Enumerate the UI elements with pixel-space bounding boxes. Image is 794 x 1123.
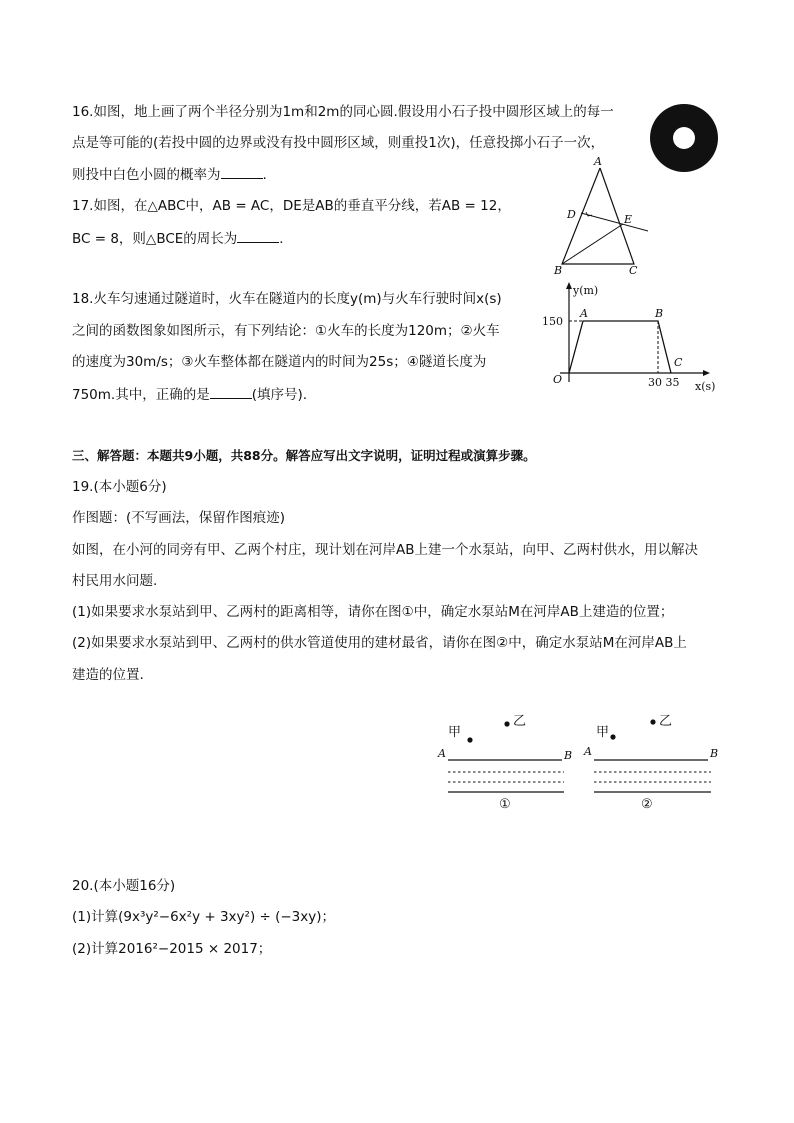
- q20-part-2: (2)计算2016²−2015 × 2017；: [72, 941, 272, 957]
- q19-part-2-cont: 建造的位置.: [72, 667, 144, 683]
- q16-line-3: [72, 165, 267, 184]
- label-c: C: [629, 264, 638, 277]
- section-3-heading: 三、解答题：本题共9小题，共88分。解答应写出文字说明，证明过程或演算步骤。: [72, 448, 536, 463]
- village-jia-label: 甲: [596, 725, 610, 740]
- q17-line-2: [72, 229, 284, 248]
- tunnel-function-graph: [540, 280, 720, 400]
- village-jia-point: [467, 737, 472, 742]
- answer-blank: [221, 165, 263, 179]
- q16-line-1: 16.如图，地上画了两个半径分别为1m和2m的同心圆.假设用小石子投中圆形区域上的每一: [72, 104, 614, 120]
- y-axis-arrow: [566, 282, 572, 289]
- graph-line: [569, 321, 671, 373]
- label-e: E: [624, 213, 633, 226]
- label-b: B: [564, 749, 573, 762]
- q19-part-1: (1)如果要求水泵站到甲、乙两村的距离相等，请你在图①中，确定水泵站M在河岸AB上建造的位置；: [72, 604, 674, 620]
- segment-be: [562, 224, 623, 264]
- q18-line-4-end: (填序号).: [251, 387, 308, 403]
- village-yi-label: 乙: [659, 714, 673, 729]
- q19-paragraph-2: 村民用水问题.: [72, 573, 158, 589]
- village-jia-point: [610, 734, 615, 739]
- label-a: A: [584, 745, 592, 758]
- q20-part-1: (1)计算(9x³y²−6x²y + 3xy²) ÷ (−3xy)；: [72, 909, 336, 925]
- q17-line-1: 17.如图，在△ABC中，AB = AC，DE是AB的垂直平分线，若AB = 12，: [72, 198, 511, 214]
- river-figure-1: [436, 712, 586, 812]
- figure-label-2: ②: [641, 797, 653, 812]
- q19-heading: 19.(本小题6分): [72, 479, 167, 495]
- q18-line-4: [72, 385, 307, 404]
- right-angle-mark: [586, 212, 592, 216]
- label-d: D: [567, 208, 576, 221]
- label-a: A: [438, 747, 446, 760]
- q18-line-3: 的速度为30m/s；③火车整体都在隧道内的时间为25s；④隧道长度为: [72, 354, 487, 370]
- y-tick-150: 150: [542, 315, 563, 328]
- label-a: A: [580, 307, 588, 320]
- x-axis-label: x(s): [695, 380, 716, 393]
- village-jia-label: 甲: [448, 725, 462, 740]
- q19-paragraph-1: 如图，在小河的同旁有甲、乙两个村庄，现计划在河岸AB上建一个水泵站，向甲、乙两村供水，用以解决: [72, 542, 698, 558]
- q19-subheading: 作图题：(不写画法，保留作图痕迹): [72, 510, 286, 526]
- x-axis-arrow: [703, 370, 710, 376]
- y-axis-label: y(m): [573, 284, 599, 297]
- perpendicular-bisector-de: [581, 213, 648, 231]
- q19-part-2: (2)如果要求水泵站到甲、乙两村的供水管道使用的建材最省，请你在图②中，确定水泵站M在河岸AB上: [72, 635, 687, 651]
- figure-label-1: ①: [499, 797, 511, 812]
- q18-line-2: 之间的函数图象如图所示，有下列结论：①火车的长度为120m；②火车: [72, 323, 500, 339]
- village-yi-label: 乙: [513, 714, 527, 729]
- village-yi-point: [650, 719, 655, 724]
- q17-line-2-text: BC = 8，则△BCE的周长为: [72, 231, 238, 247]
- q18-line-1: 18.火车匀速通过隧道时，火车在隧道内的长度y(m)与火车行驶时间x(s): [72, 291, 502, 307]
- answer-blank: [210, 385, 252, 399]
- label-b: B: [710, 747, 719, 760]
- inner-white-circle: [673, 127, 695, 149]
- label-b: B: [554, 264, 563, 277]
- label-b: B: [655, 307, 664, 320]
- q16-line-3-text: 则投中白色小圆的概率为: [72, 167, 221, 183]
- q18-line-4-text: 750m.其中，正确的是: [72, 387, 210, 403]
- q16-line-2: 点是等可能的(若投中圆的边界或没有投中圆形区域，则重投1次)，任意投掷小石子一次，: [72, 135, 605, 151]
- q17-line-2-end: .: [279, 231, 284, 247]
- triangle-figure: [550, 156, 660, 276]
- label-a: A: [594, 155, 602, 168]
- river-figure-2: [584, 712, 734, 812]
- answer-blank: [237, 229, 279, 243]
- q16-line-3-end: .: [262, 167, 267, 183]
- x-ticks-30-35: 30 35: [648, 376, 680, 389]
- village-yi-point: [504, 721, 509, 726]
- label-c: C: [674, 356, 683, 369]
- origin-label: O: [553, 373, 563, 386]
- q20-heading: 20.(本小题16分): [72, 878, 176, 894]
